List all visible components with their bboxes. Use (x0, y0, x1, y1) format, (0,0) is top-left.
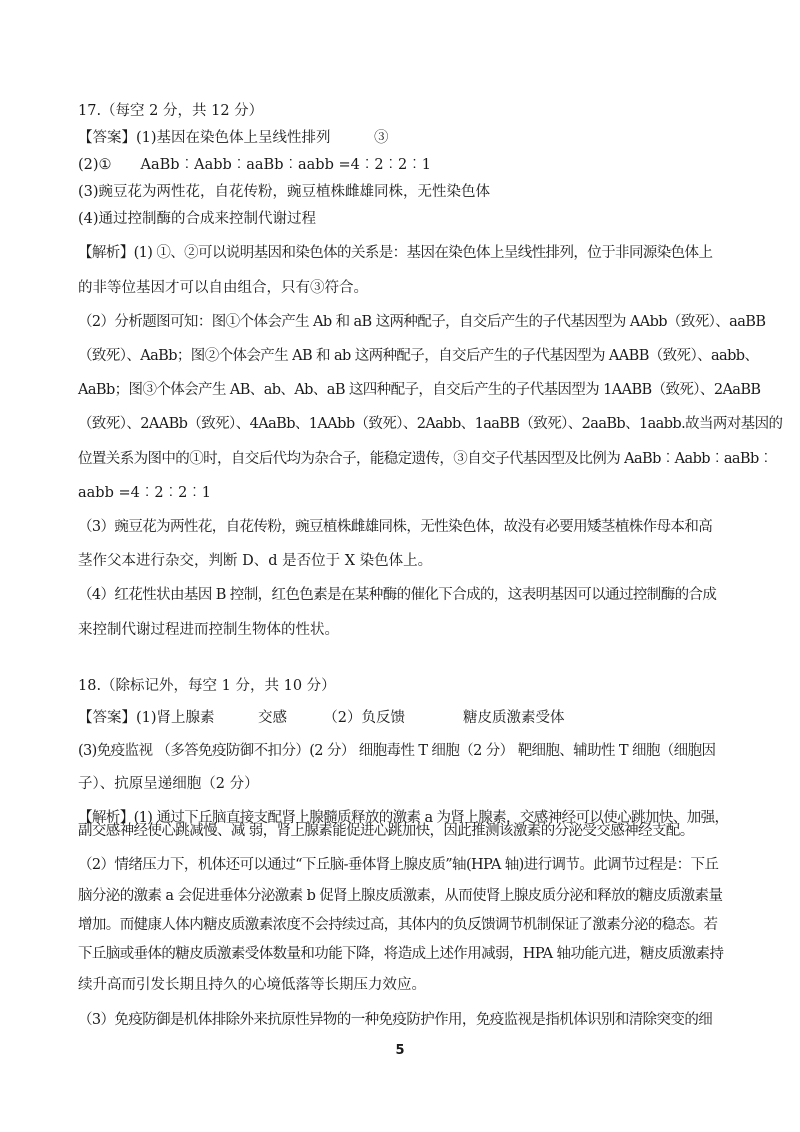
page-number: 5 (395, 1043, 405, 1058)
q18-analysis-line-2: 副交感神经使心跳减慢、减 弱，肾上腺素能促进心跳加快，因此推测该激素的分泌受交感神经支配。 (78, 823, 694, 839)
q17-analysis-line-8: aabb =4︰2︰2︰1 (78, 485, 212, 501)
q17-analysis-line-9: （3）豌豆花为两性花，自花传粉，豌豆植株雌雄同株，无性染色体，故没有必要用矮茎植株作母本和高 (78, 519, 713, 535)
q17-answer-line-2: (2)① AaBb︰Aabb︰aaBb︰aabb =4︰2︰2︰1 (78, 157, 432, 173)
q17-analysis-line-12: 来控制代谢过程进而控制生物体的性状。 (78, 622, 339, 638)
q17-answer-line-3: (3)豌豆花为两性花，自花传粉，豌豆植株雌雄同株，无性染色体 (78, 184, 491, 200)
q18-header: 18.（除标记外，每空 1 分，共 10 分） (78, 678, 336, 694)
q18-answer-line-3: 子）、抗原呈递细胞（2 分） (78, 776, 259, 792)
q18-analysis-line-3: （2）情绪压力下，机体还可以通过“下丘脑-垂体肾上腺皮质”轴(HPA 轴)进行调节。此调节过程是：下丘 (78, 857, 719, 873)
q17-analysis-line-4: （致死）、AaBb；图②个体会产生 AB 和 ab 这两种配子，自交后产生的子代基因型为 AABB（致死）、aabb、 (78, 348, 759, 364)
q17-analysis-line-11: （4）红花性状由基因 B 控制，红色色素是在某种酶的催化下合成的，这表明基因可以通过控制酶的合成 (78, 587, 717, 603)
q18-analysis-line-5: 增加。而健康人体内糖皮质激素浓度不会持续过高，其体内的负反馈调节机制保证了激素分泌的稳态。若 (78, 917, 718, 933)
q18-analysis-line-7: 续升高而引发长期且持久的心境低落等长期压力效应。 (78, 977, 426, 993)
q18-answer-line-2: (3)免疫监视 （多答免疫防御不扣分）(2 分） 细胞毒性 T 细胞（2 分） 靶细胞、辅助性 T 细胞（细胞因 (78, 743, 716, 759)
q18-analysis-line-6: 下丘脑或垂体的糖皮质激素受体数量和功能下降，将造成上述作用减弱，HPA 轴功能亢进，糖皮质激素持 (78, 946, 724, 962)
q18-analysis-line-4: 脑分泌的激素 a 会促进垂体分泌激素 b 促肾上腺皮质激素，从而使肾上腺皮质分泌和释放的糖皮质激素量 (78, 888, 723, 904)
q17-analysis-line-2: 的非等位基因才可以自由组合，只有③符合。 (78, 280, 368, 296)
q17-analysis-line-6: （致死）、2AABb（致死）、4AaBb、1AAbb（致死）、2Aabb、1aaBB（致死）、2aaBb、1aabb.故当两对基因的 (78, 416, 783, 432)
q18-analysis-line-8: （3）免疫防御是机体排除外来抗原性异物的一种免疫防护作用，免疫监视是指机体识别和清除突变的细 (78, 1012, 713, 1028)
q18-answer-line-1: 【答案】(1)肾上腺素 交感 （2）负反馈 糖皮质激素受体 (78, 710, 565, 726)
q17-answer-line-1: 【答案】(1)基因在染色体上呈线性排列 ③ (78, 130, 389, 146)
q17-analysis-line-5: AaBb；图③个体会产生 AB、ab、Ab、aB 这四种配子，自交后产生的子代基因型为 1AABB（致死）、2AaBB (78, 382, 761, 398)
q17-analysis-line-10: 茎作父本进行杂交，判断 D、d 是否位于 X 染色体上。 (78, 553, 433, 569)
q17-header: 17.（每空 2 分，共 12 分） (78, 103, 264, 119)
q17-answer-line-4: (4)通过控制酶的合成来控制代谢过程 (78, 211, 317, 227)
q17-analysis-line-3: （2）分析题图可知：图①个体会产生 Ab 和 aB 这两种配子，自交后产生的子代基因型为 AAbb（致死）、aaBB (78, 314, 766, 330)
q17-analysis-line-7: 位置关系为图中的①时，自交后代均为杂合子，能稳定遗传，③自交子代基因型及比例为 AaBb︰Aabb︰aaBb︰ (78, 451, 773, 467)
q17-analysis-line-1: 【解析】(1) ①、②可以说明基因和染色体的关系是：基因在染色体上呈线性排列，位于非同源染色体上 (78, 245, 713, 261)
q18-analysis-line-1: 【解析】(1) 通过下丘脑直接支配肾上腺髓质释放的激素 a 为肾上腺素，交感神经可以使心跳加快、加强， (78, 810, 729, 826)
